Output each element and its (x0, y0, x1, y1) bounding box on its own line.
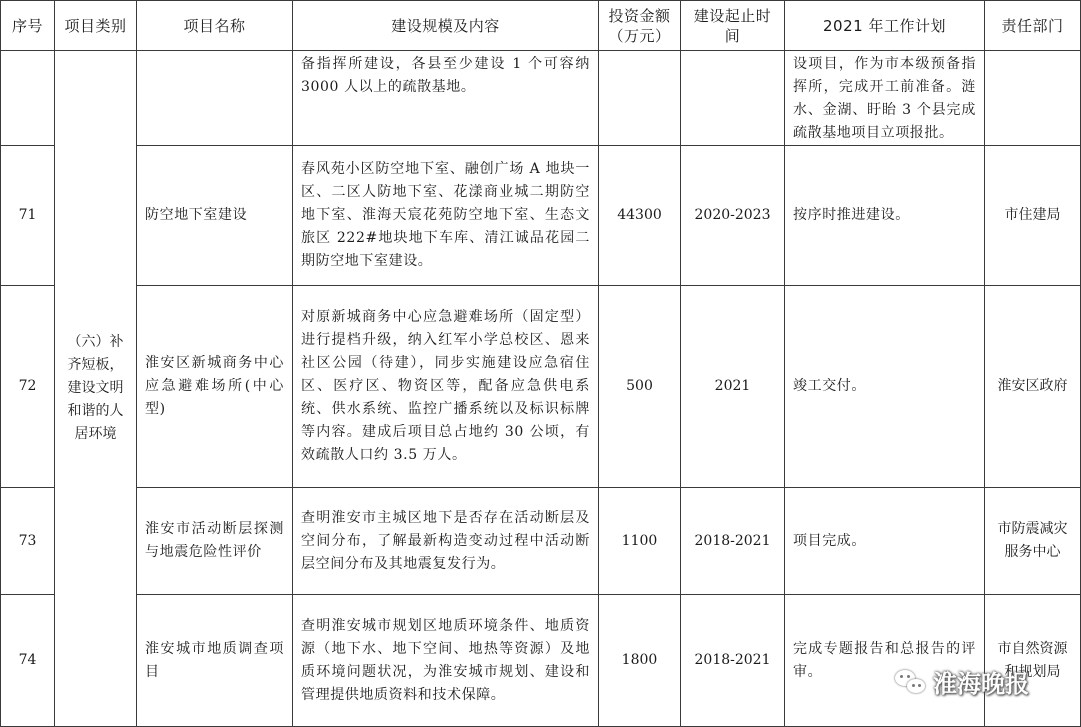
row-plan: 竣工交付。 (785, 286, 985, 488)
table-row (1, 146, 1081, 286)
row-plan: 完成专题报告和总报告的评审。 (785, 595, 985, 727)
header-category: 项目类别 (55, 1, 137, 51)
row-name: 淮安市活动断层探测与地震危险性评价 (137, 488, 293, 595)
row-scope: 查明淮安市主城区地下是否存在活动断层及空间分布，了解最新构造变动过程中活动断层空间分布及其地震复发行为。 (293, 488, 599, 595)
row-no: 71 (1, 146, 55, 286)
header-investment: 投资金额（万元） (599, 1, 681, 51)
category-cell: （六）补齐短板，建设文明和谐的人居环境 (55, 51, 137, 727)
row-name: 淮安城市地质调查项目 (137, 595, 293, 727)
header-period: 建设起止时 间 (681, 1, 785, 51)
header-plan: 2021 年工作计划 (785, 1, 985, 51)
row-name: 防空地下室建设 (137, 146, 293, 286)
header-row (1, 1, 1081, 51)
row-period: 2018-2021 (681, 595, 785, 727)
header-no: 序号 (1, 1, 55, 51)
row-period: 2020-2023 (681, 146, 785, 286)
row-period: 2021 (681, 286, 785, 488)
row-investment: 500 (599, 286, 681, 488)
row-dept: 市住建局 (985, 146, 1081, 286)
table-row (1, 595, 1081, 727)
header-scope: 建设规模及内容 (293, 1, 599, 51)
table-row (1, 51, 1081, 146)
row-no: 73 (1, 488, 55, 595)
row-investment: 44300 (599, 146, 681, 286)
row-period: 2018-2021 (681, 488, 785, 595)
row-dept: 淮安区政府 (985, 286, 1081, 488)
table-row (1, 286, 1081, 488)
watermark-text: 淮海晚报 (933, 670, 1029, 698)
header-name: 项目名称 (137, 1, 293, 51)
row-scope: 查明淮安城市规划区地质环境条件、地质资源（地下水、地下空间、地热等资源）及地质环境问题状况，为淮安城市规划、建设和管理提供地质资料和技术保障。 (293, 595, 599, 727)
row-no (1, 51, 55, 146)
row-name: 淮安区新城商务中心应急避难场所(中心型) (137, 286, 293, 488)
row-investment (599, 51, 681, 146)
row-period (681, 51, 785, 146)
row-scope: 备指挥所建设，各县至少建设 1 个可容纳 3000 人以上的疏散基地。 (293, 51, 599, 146)
row-no: 72 (1, 286, 55, 488)
row-dept: 市自然资源和规划局 (985, 595, 1081, 727)
row-dept (985, 51, 1081, 146)
row-dept: 市防震减灾服务中心 (985, 488, 1081, 595)
row-scope: 对原新城商务中心应急避难场所（固定型）进行提档升级，纳入红军小学总校区、恩来社区公园（待建），同步实施建设应急宿住区、医疗区、物资区等，配备应急供电系统、供水系统、监控广播系统以及标识标牌等内容。建成后项目总占地约 30 公顷，有效疏散人口约 3.5 万人。 (293, 286, 599, 488)
row-name (137, 51, 293, 146)
row-investment: 1800 (599, 595, 681, 727)
header-dept: 责任部门 (985, 1, 1081, 51)
row-plan: 设项目，作为市本级预备指挥所，完成开工前准备。涟水、金湖、盱眙 3 个县完成疏散基地项目立项报批。 (785, 51, 985, 146)
row-scope: 春风苑小区防空地下室、融创广场 A 地块一区、二区人防地下室、花漾商业城二期防空地下室、淮海天宸花苑防空地下室、生态文旅区 222#地块地下车库、清江诚品花园二期防空地下室建设。 (293, 146, 599, 286)
row-investment: 1100 (599, 488, 681, 595)
row-no: 74 (1, 595, 55, 727)
table-row (1, 488, 1081, 595)
row-plan: 按序时推进建设。 (785, 146, 985, 286)
row-plan: 项目完成。 (785, 488, 985, 595)
